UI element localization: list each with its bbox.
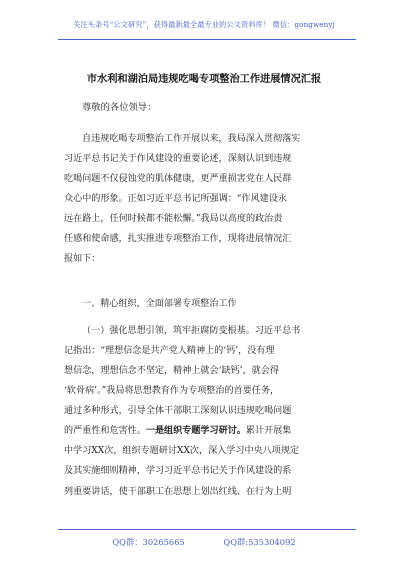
body-line-text: 任感和使命感，扎实推进专项整治工作，现将进展情况汇 <box>64 234 292 244</box>
body-line-text: 记指出：“理想信念是共产党人精神上的‘钙’，没有理 <box>64 346 275 356</box>
body-line <box>82 133 300 145</box>
salutation: 尊敬的各位领导： <box>82 102 157 113</box>
body-line <box>64 233 291 245</box>
body-line-text: 想信念，理想信念不坚定，精神上就会‘缺钙’，就会得 <box>64 366 279 376</box>
body-line-text: 习近平总书记关于作风建设的重要论述，深刻认识到违规 <box>64 154 292 164</box>
body-line-text: 及其实施细则精神，学习习近平总书记关于作风建设的系 <box>64 466 292 476</box>
footer-divider <box>58 529 356 530</box>
body-line-text: 自违规吃喝专项整治工作开展以来，我局深入贯彻落实 <box>82 134 301 144</box>
body-line-text: 一、精心组织，全面部署专项整治工作 <box>82 299 237 309</box>
footer-qq-group-1: QQ群：30265665 <box>112 537 185 547</box>
body-line-text: 远在路上，任何时候都不能松懈。”我局以高度的政治责 <box>64 214 283 224</box>
body-line <box>64 425 291 437</box>
body-line-text: 的严重性和危害性。 <box>64 426 146 436</box>
body-line <box>64 486 291 498</box>
body-line <box>64 153 291 165</box>
body-line <box>64 405 291 417</box>
header-divider <box>58 39 356 40</box>
body-line <box>64 193 287 205</box>
body-line <box>64 385 279 397</box>
body-line-text: ‘软骨病’。”我局将思想教育作为专项整治的首要任务， <box>64 386 280 396</box>
body-line <box>64 253 100 265</box>
document-title: 市水利和湖泊局违规吃喝专项整治工作进展情况汇报 <box>86 73 322 85</box>
body-line <box>64 445 299 457</box>
body-line <box>82 325 300 337</box>
body-line-text: 众心中的形象。正如习近平总书记所强调：“作风建设永 <box>64 194 287 204</box>
body-line <box>64 345 275 357</box>
body-line <box>82 298 237 310</box>
body-line-text: 报如下： <box>64 254 101 264</box>
body-line-text: 列重要讲话，使干部职工在思想上划出红线、在行为上明 <box>64 487 292 497</box>
header-banner: 关注头条号“公文研究”，获得最新最全最专业的公文资料库！ 微信：gongwenyj <box>73 20 335 29</box>
body-line-text-tail: 累计开展集 <box>245 426 292 436</box>
body-line <box>64 213 282 225</box>
footer-qq-group-2: QQ群:535304092 <box>223 537 296 547</box>
body-line <box>64 365 279 377</box>
body-line-text: 吃喝问题不仅侵蚀党的肌体健康，更严重损害党在人民群 <box>64 174 292 184</box>
body-line-text: （一）强化思想引领，筑牢拒腐防变根基。习近平总书 <box>82 326 301 336</box>
body-line-emphasis: 一是组织专题学习研讨。 <box>145 425 246 436</box>
body-line-text: 通过多种形式，引导全体干部职工深刻认识违规吃喝问题 <box>64 406 292 416</box>
footer <box>0 536 408 548</box>
body-line <box>64 173 291 185</box>
body-line <box>64 465 291 477</box>
body-line-text: 中学习XX次，组织专题研讨XX次，深入学习中央八项规定 <box>64 446 300 456</box>
